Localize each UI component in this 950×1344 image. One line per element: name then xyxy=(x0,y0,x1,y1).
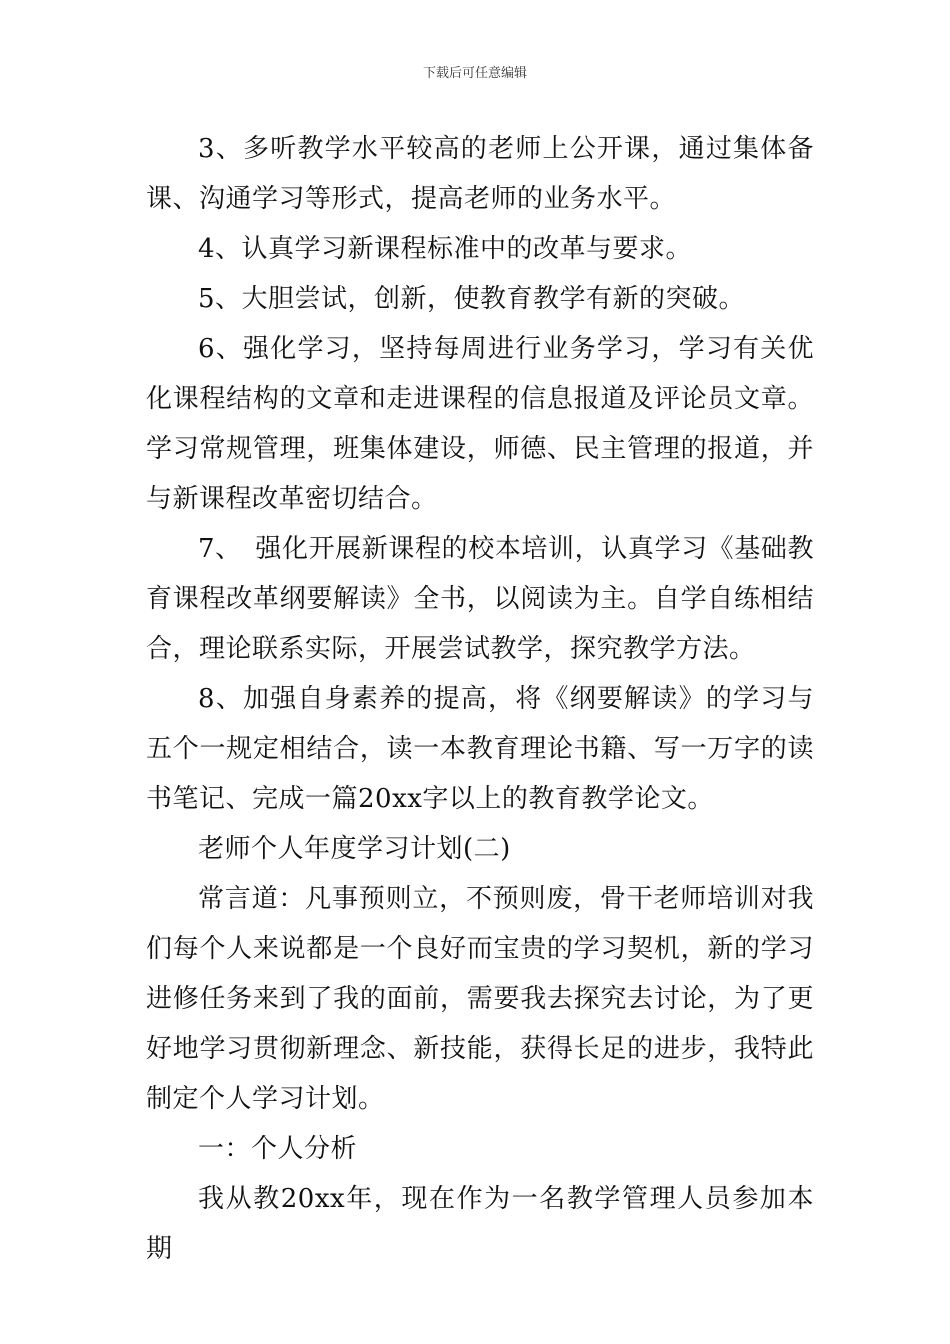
document-body xyxy=(146,124,814,1274)
paragraph-item-3: 3、多听教学水平较高的老师上公开课，通过集体备课、沟通学习等形式，提高老师的业务水平。 xyxy=(146,134,814,214)
paragraph-personal-analysis: 我从教20xx年，现在作为一名教学管理人员参加本期 xyxy=(146,1184,814,1264)
section-title: 老师个人年度学习计划(二) xyxy=(198,834,511,864)
paragraph-item-5: 5、大胆尝试，创新，使教育教学有新的突破。 xyxy=(198,284,746,314)
paragraph-intro: 常言道：凡事预则立，不预则废，骨干老师培训对我们每个人来说都是一个良好而宝贵的学习契机，新的学习进修任务来到了我的面前，需要我去探究去讨论，为了更好地学习贯彻新理念、新技能，获得长足的进步，我特此制定个人学习计划。 xyxy=(146,884,814,1114)
paragraph-item-4: 4、认真学习新课程标准中的改革与要求。 xyxy=(198,234,693,264)
paragraph-item-7: 7、 强化开展新课程的校本培训，认真学习《基础教育课程改革纲要解读》全书，以阅读为主。自学自练相结合，理论联系实际，开展尝试教学，探究教学方法。 xyxy=(146,534,814,664)
section-heading-personal-analysis: 一：个人分析 xyxy=(198,1134,358,1164)
paragraph-item-6: 6、强化学习，坚持每周进行业务学习，学习有关优化课程结构的文章和走进课程的信息报道及评论员文章。学习常规管理，班集体建设，师德、民主管理的报道，并与新课程改革密切结合。 xyxy=(146,334,814,514)
paragraph-item-8: 8、加强自身素养的提高，将《纲要解读》的学习与五个一规定相结合，读一本教育理论书籍、写一万字的读书笔记、完成一篇20xx字以上的教育教学论文。 xyxy=(146,684,814,814)
page-header-note: 下载后可任意编辑 xyxy=(422,66,527,81)
